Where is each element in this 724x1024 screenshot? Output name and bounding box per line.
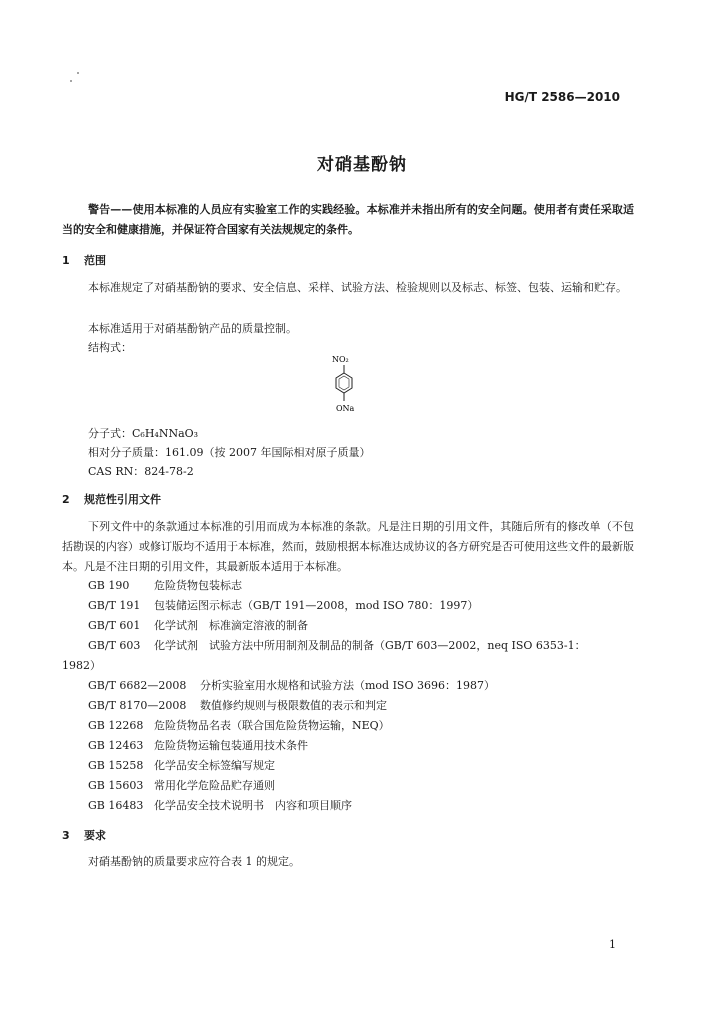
requirements-paragraph: 对硝基酚钠的质量要求应符合表 1 的规定。 (88, 855, 300, 868)
reference-continuation: 1982） (62, 659, 101, 672)
section-title: 范围 (84, 254, 106, 267)
scan-speck (70, 80, 72, 82)
reference-title: 危险货物包装标志 (154, 579, 242, 592)
reference-title: 数值修约规则与极限数值的表示和判定 (200, 699, 387, 712)
reference-code: GB 12268 (88, 719, 144, 732)
section-2-heading (62, 491, 161, 507)
normative-references-intro: 下列文件中的条款通过本标准的引用而成为本标准的条款。凡是注日期的引用文件，其随后所有的修改单（不包括勘误的内容）或修订版均不适用于本标准，然而，鼓励根据本标准达成协议的各方研究是否可使用这些文件的最新版本。凡是不注日期的引用文件，其最新版本适用于本标准。 (62, 520, 634, 573)
reference-title: 包装储运图示标志（GB/T 191—2008，mod ISO 780：1997） (154, 599, 479, 612)
molecular-formula: 分子式：C₆H₄NNaO₃ (88, 427, 199, 440)
molar-mass: 相对分子质量：161.09（按 2007 年国际相对原子质量） (88, 446, 371, 459)
applicability-text: 本标准适用于对硝基酚钠产品的质量控制。 (88, 322, 297, 335)
section-1-heading (62, 252, 106, 268)
reference-title: 分析实验室用水规格和试验方法（mod ISO 3696：1987） (200, 679, 495, 692)
section-number: 3 (62, 829, 70, 842)
section-title: 要求 (84, 829, 106, 842)
reference-code: GB 12463 (88, 739, 144, 752)
structure-label: 结构式： (88, 341, 132, 354)
reference-code: GB/T 601 (88, 619, 141, 632)
cas-number: CAS RN：824-78-2 (88, 465, 194, 478)
reference-title: 化学试剂 试验方法中所用制剂及制品的制备（GB/T 603—2002，neq ISO 6353-1： (154, 639, 586, 652)
section-number: 1 (62, 254, 70, 267)
reference-code: GB/T 8170—2008 (88, 699, 187, 712)
reference-item (88, 677, 495, 693)
structure-top-label: NO₂ (332, 355, 349, 364)
reference-item (88, 697, 387, 713)
reference-title: 化学品安全标签编写规定 (154, 759, 275, 772)
reference-item (88, 757, 275, 773)
page-title: 对硝基酚钠 (317, 155, 407, 175)
scope-paragraph: 本标准规定了对硝基酚钠的要求、安全信息、采样、试验方法、检验规则以及标志、标签、包装、运输和贮存。 (88, 281, 627, 294)
reference-title: 化学品安全技术说明书 内容和项目顺序 (154, 799, 352, 812)
reference-code: GB/T 191 (88, 599, 141, 612)
reference-item (88, 737, 308, 753)
page-number: 1 (609, 938, 616, 951)
reference-item (88, 637, 586, 653)
reference-title: 常用化学危险品贮存通则 (154, 779, 275, 792)
reference-title: 危险货物运输包装通用技术条件 (154, 739, 308, 752)
reference-code: GB 16483 (88, 799, 144, 812)
reference-code: GB 15603 (88, 779, 144, 792)
section-3-heading (62, 827, 106, 843)
reference-item (88, 717, 390, 733)
reference-item (88, 777, 275, 793)
reference-item (88, 597, 478, 613)
standard-number: HG/T 2586—2010 (504, 90, 620, 104)
reference-item (88, 577, 242, 593)
reference-title: 化学试剂 标准滴定溶液的制备 (154, 619, 308, 632)
reference-code: GB/T 603 (88, 639, 141, 652)
section-number: 2 (62, 493, 70, 506)
structural-formula (318, 352, 374, 418)
reference-item (88, 797, 352, 813)
warning-paragraph: 警告——使用本标准的人员应有实验室工作的实践经验。本标准并未指出所有的安全问题。使用者有责任采取适当的安全和健康措施，并保证符合国家有关法规规定的条件。 (62, 203, 634, 236)
reference-item (88, 617, 308, 633)
reference-code: GB 15258 (88, 759, 144, 772)
structure-bottom-label: ONa (336, 404, 355, 413)
scan-speck (77, 72, 79, 74)
reference-title: 危险货物品名表（联合国危险货物运输，NEQ） (154, 719, 390, 732)
reference-code: GB 190 (88, 579, 130, 592)
reference-code: GB/T 6682—2008 (88, 679, 187, 692)
section-title: 规范性引用文件 (84, 493, 161, 506)
